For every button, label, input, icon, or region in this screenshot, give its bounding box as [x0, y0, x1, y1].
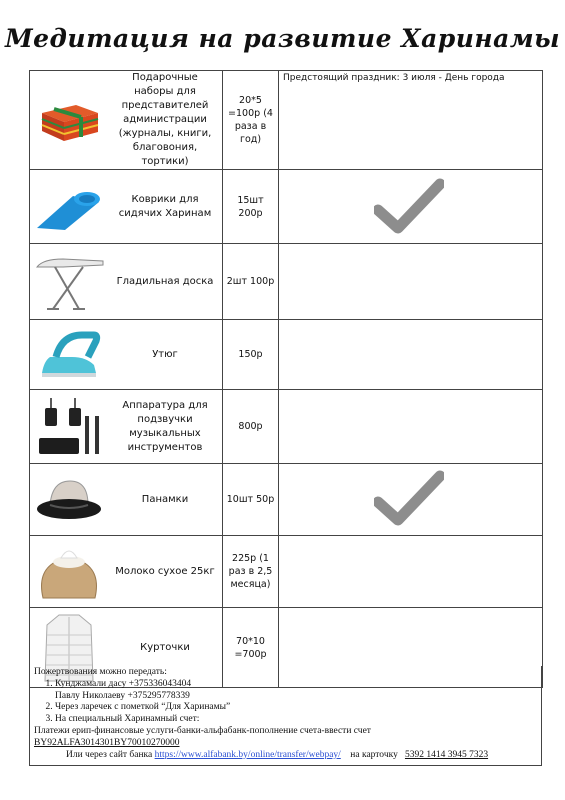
table-row	[30, 170, 543, 244]
list-item	[55, 679, 537, 703]
site-prefix: Или через сайт банка	[66, 749, 153, 760]
bucket-hat-icon	[30, 475, 108, 525]
ironing-board-icon	[30, 251, 108, 313]
list-item: 2. Через ларечек с пометкой “Для Харинамы”	[55, 702, 537, 714]
item-name: Молоко сухое 25кг	[115, 565, 215, 577]
table-row	[30, 244, 543, 320]
items-table	[29, 70, 543, 688]
card-prefix: на карточку	[350, 749, 398, 760]
bank-account: BY92ALFA3014301BY70010270000	[34, 737, 180, 748]
table-row	[30, 464, 543, 536]
contact-pavel: Павлу Николаеву +375295778339	[55, 690, 190, 701]
item-name: Панамки	[141, 493, 189, 505]
item-name: Утюг	[152, 348, 178, 360]
mat-icon	[30, 182, 108, 232]
donation-intro: Пожертвования можно передать:	[34, 667, 167, 677]
donation-info	[29, 666, 542, 766]
table-row	[30, 71, 543, 170]
item-price: 20*5 =100р (4 раза в год)	[223, 71, 279, 170]
item-price: 150р	[223, 320, 279, 390]
item-note: Предстоящий праздник: 3 июля - День города	[279, 71, 543, 170]
item-price: 2шт 100р	[223, 244, 279, 320]
gift-box-icon	[30, 95, 108, 145]
microphone-system-icon	[30, 394, 108, 460]
donation-list	[55, 679, 537, 726]
item-price: 225р (1 раз в 2,5 месяца)	[223, 536, 279, 608]
item-price: 70*10 =700р	[223, 608, 279, 688]
item-price: 15шт 200р	[223, 170, 279, 244]
item-name: Аппаратура для подзвучки музыкальных инструментов	[122, 399, 208, 453]
item-name: Коврики для сидячих Харинам	[118, 193, 212, 219]
item-name: Курточки	[140, 641, 190, 653]
bank-site-link[interactable]: https://www.alfabank.by/online/transfer/webpay/	[154, 749, 341, 760]
item-price: 800р	[223, 390, 279, 464]
checkmark-icon	[374, 470, 444, 528]
item-name: Гладильная доска	[116, 275, 214, 287]
table-row	[30, 320, 543, 390]
payment-path: Платежи ерип-финансовые услуги-банки-альфабанк-пополнение счета-ввести счет	[34, 725, 371, 736]
contact-kundzhamali: Кунджамали дасу +375336043404	[55, 678, 192, 689]
list-item: 3. На специальный Харинамный счет:	[55, 714, 537, 726]
checkmark-icon	[374, 178, 444, 236]
milk-sack-icon	[30, 542, 108, 602]
page-title: Медитация на развитие Харинамы	[4, 24, 561, 53]
item-name: Подарочные наборы для представителей администрации (журналы, книги, благовония, тортики)	[118, 72, 212, 167]
card-number: 5392 1414 3945 7323	[404, 749, 489, 760]
iron-icon	[30, 327, 108, 383]
item-price: 10шт 50р	[223, 464, 279, 536]
table-row	[30, 390, 543, 464]
table-row	[30, 536, 543, 608]
